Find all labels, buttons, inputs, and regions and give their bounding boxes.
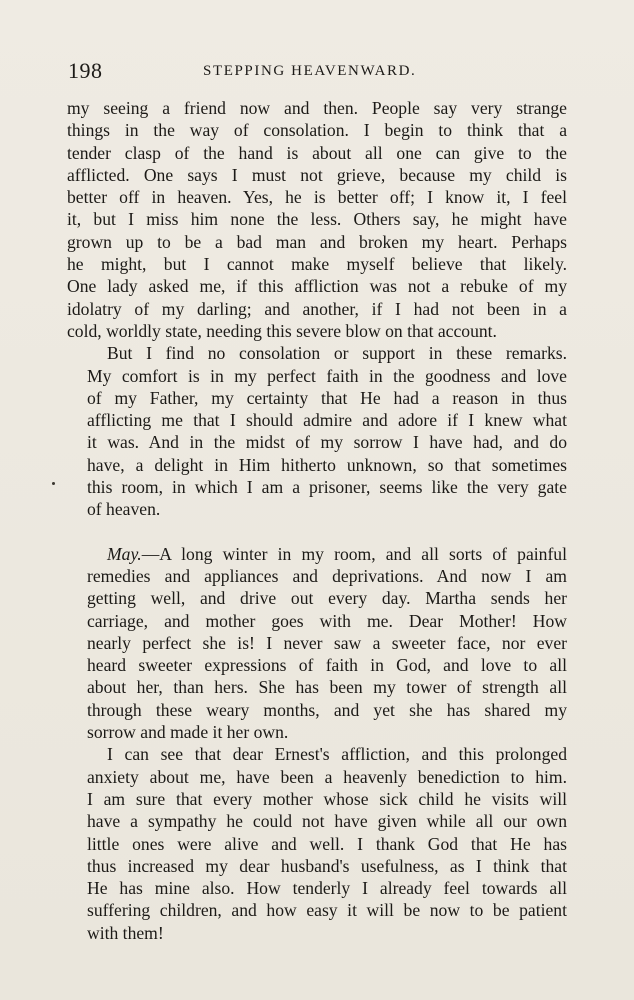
page-header <box>68 58 568 84</box>
text-line: My comfort is in my perfect faith in the goodness and love <box>87 365 567 386</box>
text-line: nearly perfect she is! I never saw a sweeter face, nor ever <box>87 632 567 653</box>
text-line: it was. And in the midst of my sorrow I have had, and do <box>87 432 567 453</box>
text-line: One lady asked me, if this affliction was not a rebuke of my <box>67 276 567 297</box>
paragraph <box>67 342 567 520</box>
text-line: I can see that dear Ernest's affliction, and this prolonged <box>107 744 567 765</box>
text-line: tender clasp of the hand is about all one can give to the <box>67 142 567 163</box>
diary-entry-may <box>67 543 567 744</box>
ink-speck <box>52 482 55 485</box>
text-line: about her, than hers. She has been my tower of strength all <box>87 677 567 698</box>
text-line: cold, worldly state, needing this severe blow on that account. <box>67 320 497 341</box>
text-line: have a sympathy he could not have given while all our own <box>87 811 567 832</box>
text-line: through these weary months, and yet she has shared my <box>87 699 567 720</box>
text-line: better off in heaven. Yes, he is better off; I know it, I feel <box>67 187 567 208</box>
running-title: STEPPING HEAVENWARD. <box>203 63 417 79</box>
paragraph <box>67 743 567 944</box>
text-line: of my Father, my certainty that He had a reason in thus <box>87 387 567 408</box>
text-line: things in the way of consolation. I begin to think that a <box>67 120 567 141</box>
text-line: suffering children, and how easy it will be now to be patient <box>87 900 567 921</box>
text-line: grown up to be a bad man and broken my heart. Perhaps <box>67 231 567 252</box>
text-line: afflicted. One says I must not grieve, because my child is <box>67 164 567 185</box>
text-line: He has mine also. How tenderly I already feel towards all <box>87 878 567 899</box>
text-line: it, but I miss him none the less. Others say, he might have <box>67 209 567 230</box>
text-line: my seeing a friend now and then. People say very strange <box>67 98 567 118</box>
text-line <box>67 543 567 565</box>
text-line: he might, but I cannot make myself believe that likely. <box>67 254 567 275</box>
text-line: heard sweeter expressions of faith in God, and love to all <box>87 655 567 676</box>
text-line: sorrow and made it her own. <box>87 722 289 743</box>
text-line: idolatry of my darling; and another, if I had not been in a <box>67 298 567 319</box>
text-line: afflicting me that I should admire and adore if I knew what <box>87 410 567 431</box>
text-line: I am sure that every mother whose sick child he visits will <box>87 788 567 809</box>
text-line: carriage, and mother goes with me. Dear Mother! How <box>87 610 567 631</box>
text-line: this room, in which I am a prisoner, seems like the very gate <box>87 477 567 498</box>
text-line: little ones were alive and well. I thank God that He has <box>87 833 567 854</box>
text-line: of heaven. <box>87 499 161 520</box>
text-line: getting well, and drive out every day. Martha sends her <box>87 588 567 609</box>
text-line: have, a delight in Him hitherto unknown, so that sometimes <box>87 454 567 475</box>
paragraph-continued <box>67 97 567 342</box>
text-line: with them! <box>87 922 164 943</box>
body-text <box>67 97 567 944</box>
text-line: But I find no consolation or support in these remarks. <box>107 343 567 364</box>
text-line: anxiety about me, have been a heavenly benediction to him. <box>87 766 567 787</box>
text-line: thus increased my dear husband's usefulness, as I think that <box>87 855 567 876</box>
entry-date-label: May. <box>107 543 142 564</box>
text-line-rest: —A long winter in my room, and all sorts of painful <box>141 543 567 564</box>
page-number: 198 <box>68 58 103 83</box>
text-line: remedies and appliances and deprivations. And now I am <box>87 565 567 586</box>
